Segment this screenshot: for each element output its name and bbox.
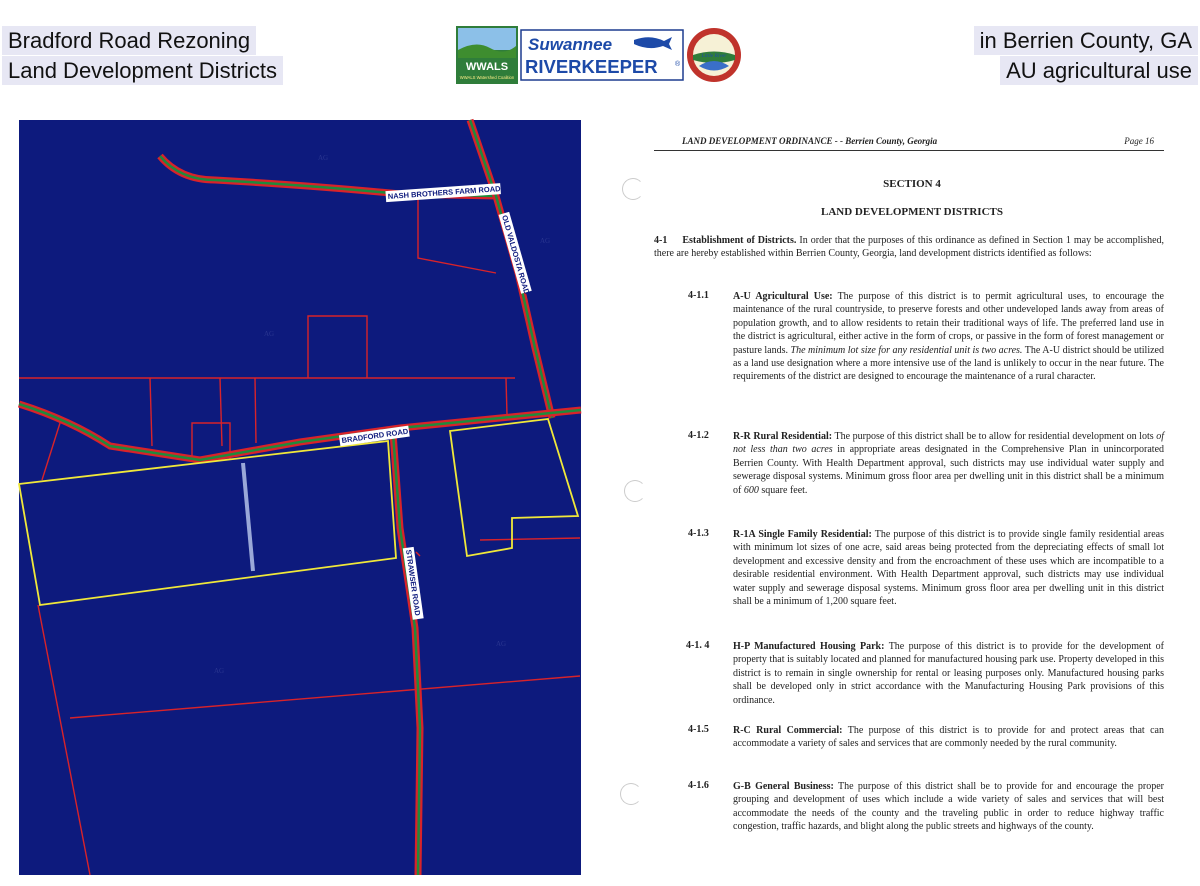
wwals-caption: WWALS Watershed Coalition: [459, 75, 515, 80]
item-title: R-C Rural Commercial:: [733, 725, 843, 736]
intro-text: In order that the purposes of this ordinance as defined in Section 1 may be accomplished, there are hereby established within Berrien County, Georgia, land development districts identified as follows:: [654, 235, 1165, 260]
riverkeeper-line-2: RIVERKEEPER: [525, 56, 658, 77]
item-number: 4-1.6: [688, 780, 709, 791]
item-text: The purpose of this district is to provide for and protect areas that can accommodate a variety of sales and services that are commonly needed by the rural community.: [733, 725, 1164, 750]
item-number: 4-1.3: [688, 528, 709, 539]
item-number: 4-1.2: [688, 430, 709, 441]
section-heading: LAND DEVELOPMENT DISTRICTS: [821, 206, 1003, 218]
wwals-logo: [456, 26, 518, 84]
running-title: LAND DEVELOPMENT ORDINANCE - - Berrien County, Georgia: [682, 136, 938, 146]
punch-hole: [620, 783, 642, 805]
zone-label: AG: [496, 640, 507, 648]
intro-title: Establishment of Districts.: [682, 235, 797, 246]
zone-label: AG: [318, 154, 329, 162]
zoning-map: [0, 108, 600, 886]
page-number: Page 16: [1124, 136, 1154, 146]
item-text: The purpose of this district shall be to provide for and encourage the proper grouping and development of uses which include a wide variety of sales and services that will best accommodate the needs of the county and the traveling public in order to reduce highway traffic congestion, traffic hazards, and blight along the public streets and highways of the county.: [733, 781, 1164, 833]
section-title: SECTION 4: [883, 178, 941, 190]
item-number: 4-1.1: [688, 290, 709, 301]
item-manufactured-housing-park: [733, 640, 1164, 707]
item-title: G-B General Business:: [733, 781, 834, 792]
riverkeeper-logo: [521, 30, 683, 80]
title-line-1: Bradford Road Rezoning: [2, 26, 256, 55]
zone-label: AG: [214, 667, 225, 675]
item-text: The purpose of this district is to provide single family residential areas with minimum lot sizes of one acre, said areas being protected from the depreciating effects of small lot development and excessive density and from the encroachment of these uses which are incompatible to a desirable residential environment. With Health Department approval, such districts may use individual water supply and sewerage disposal systems. Minimum gross floor area per dwelling unit in this district shall be a minimum of 1,200 square feet.: [733, 529, 1165, 608]
item-text: square feet.: [761, 484, 808, 496]
item-text: The purpose of this district shall be to allow for residential development on lots: [834, 431, 1154, 442]
wwals-name: WWALS: [465, 61, 509, 73]
map-background: [19, 120, 581, 875]
zone-label: AG: [264, 330, 275, 338]
logo-strip: [456, 26, 746, 84]
item-title: R-1A Single Family Residential:: [733, 529, 872, 540]
item-text: The purpose of this district is to permit agricultural uses, to encourage the maintenance of the rural countryside, to preserve forests and other undeveloped lands away from areas of population growth, and to allow residents to retain their traditional ways of life. The preferred land use in the district is agricultural, either active in the form of crops, or passive in the form of forest management or pasture lands.: [733, 291, 1164, 356]
label-strawser-road: STRAWSER ROAD: [404, 549, 423, 617]
item-emphasis: The minimum lot size for any residential unit is two acres.: [790, 344, 1023, 356]
registered-mark: ®: [675, 61, 681, 68]
item-text: in appropriate areas designated in the Comprehensive Plan in unincorporated Berrien County. With Health Department approval, such districts may use individual water supply and sewerage disposal systems. Minimum gross floor area per dwelling unit in this district shall be a minimum of: [733, 444, 1165, 496]
label-nash-brothers-farm-road: NASH BROTHERS FARM ROAD: [387, 184, 501, 201]
item-title: H-P Manufactured Housing Park:: [733, 641, 885, 652]
item-emphasis: of not less than two acres: [733, 431, 1164, 456]
item-title: R-R Rural Residential:: [733, 431, 833, 442]
punch-hole: [624, 480, 646, 502]
title-line-2: Land Development Districts: [2, 56, 283, 85]
item-number: 4-1.5: [688, 724, 709, 735]
zone-label: AG: [540, 237, 551, 245]
item-emphasis: 600: [743, 484, 759, 496]
intro-paragraph: [654, 234, 1164, 261]
intro-number: 4-1: [654, 235, 668, 246]
label-old-valdosta-road: OLD VALDOSTA ROAD: [500, 214, 532, 296]
item-text: The purpose of this district is to provide for the development of property that is suitably located and planned for manufactured housing park use. Property developed in this district is to remain in single ownership for rental or leasing purposes only. Manufactured housing parks shall be developed only in strict accordance with the Manufacturing Housing Park provisions of this ordinance.: [733, 641, 1164, 706]
location-line-1: in Berrien County, GA: [974, 26, 1198, 55]
riverkeeper-line-1: Suwannee: [528, 35, 613, 54]
item-title: A-U Agricultural Use:: [733, 291, 833, 302]
item-rural-commercial: [733, 724, 1164, 751]
ordinance-page: [612, 108, 1200, 886]
item-text: The A-U district should be utilized as a land use designation where a more intensive use of the land is unlikely to occur in the near future. The requirements of the district are designed to encourage the maintenance of a rural character.: [733, 344, 1164, 383]
item-single-family-residential: [733, 528, 1164, 608]
location-line-2: AU agricultural use: [1000, 56, 1198, 85]
running-header: [654, 136, 1164, 151]
item-number: 4-1. 4: [686, 640, 710, 651]
item-rural-residential: [733, 430, 1164, 497]
label-bradford-road: BRADFORD ROAD: [341, 426, 409, 445]
item-general-business: [733, 780, 1164, 834]
little-river-logo: [687, 28, 741, 82]
item-agricultural-use: [733, 290, 1164, 384]
little-river-text: Little River: [701, 53, 727, 59]
